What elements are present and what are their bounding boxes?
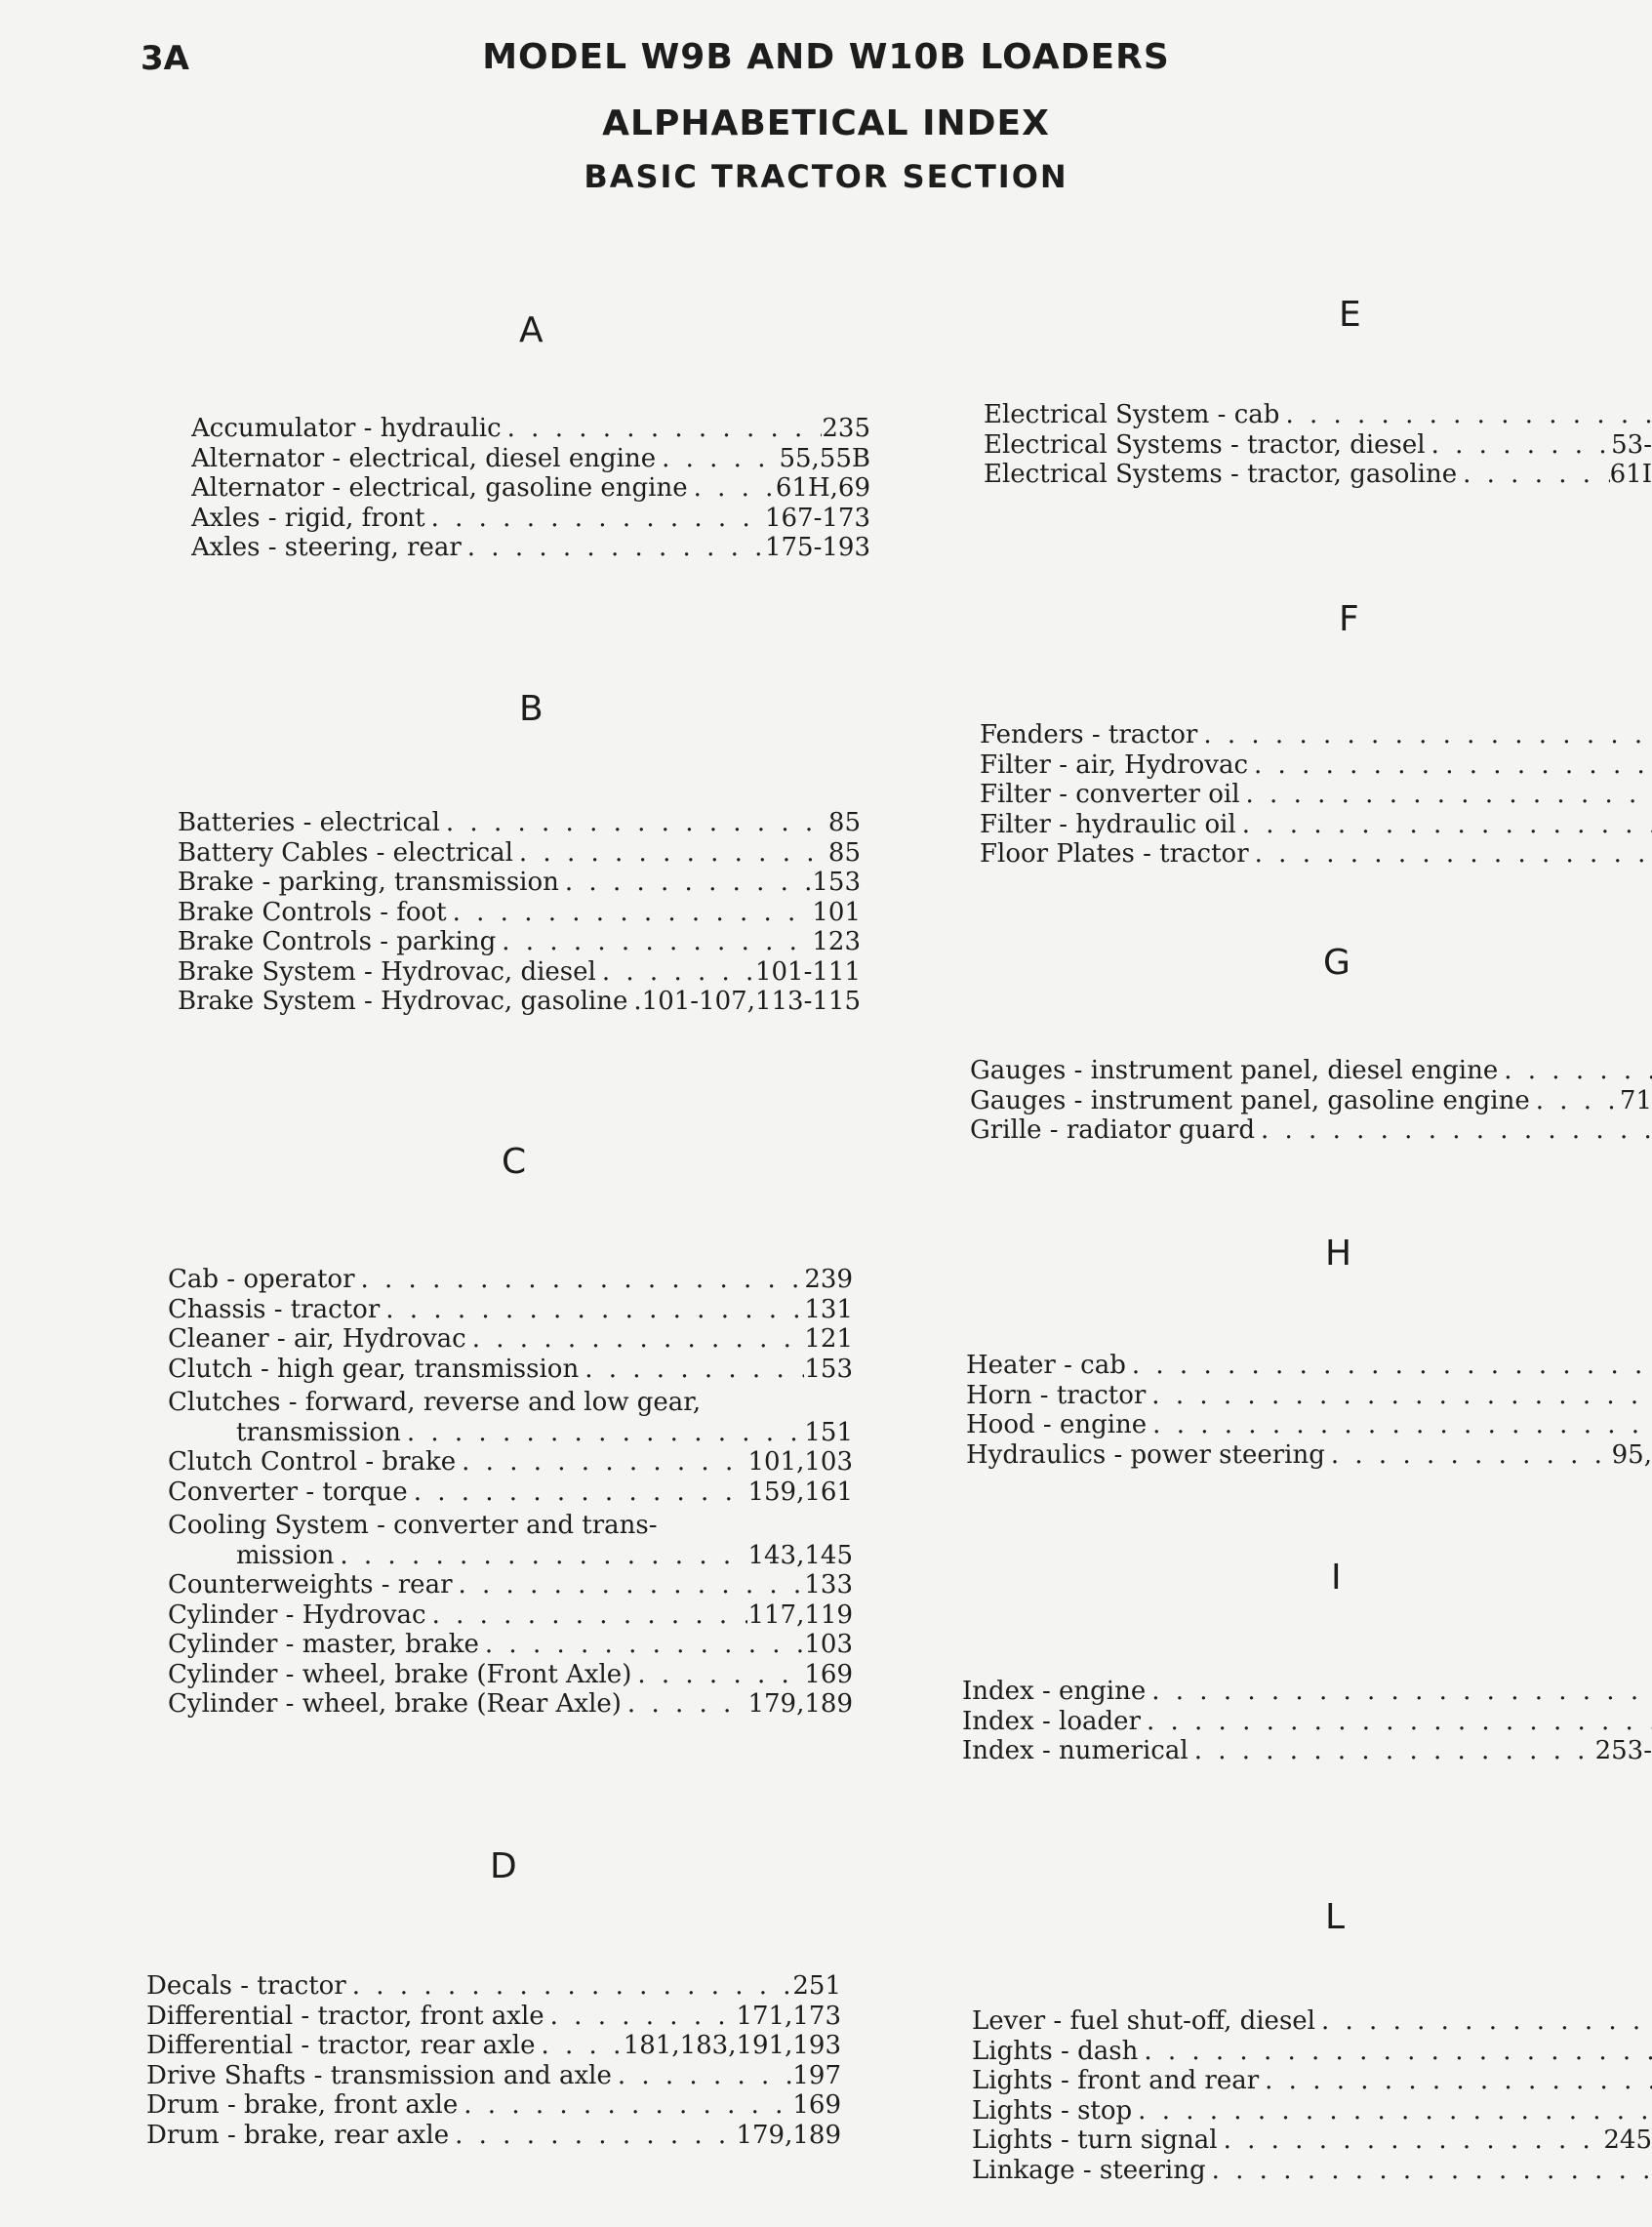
dot-leader — [1141, 1707, 1652, 1737]
dot-leader — [355, 1265, 805, 1295]
entry-name: Cylinder - wheel, brake (Rear Axle) — [168, 1689, 622, 1719]
dot-leader — [1530, 1086, 1620, 1116]
dot-leader — [1197, 720, 1652, 750]
index-entry — [168, 1600, 853, 1631]
entry-name: Brake System - Hydrovac, gasoline — [178, 987, 628, 1016]
entry-name: Grille - radiator guard — [970, 1115, 1255, 1145]
entry-page: 55,55B — [779, 443, 870, 473]
entry-name: Cylinder - Hydrovac — [168, 1599, 426, 1630]
index-entry — [980, 720, 1652, 750]
index-entry — [966, 1440, 1652, 1471]
dot-leader — [1240, 780, 1652, 810]
entry-name: Cylinder - wheel, brake (Front Axle) — [168, 1659, 632, 1689]
entry-name-continuation: transmission — [236, 1417, 401, 1447]
entry-name: Accumulator - hydraulic — [191, 414, 502, 443]
dot-leader — [1146, 1381, 1652, 1411]
index-entry — [980, 839, 1652, 870]
entry-name: Cooling System - converter and trans- — [168, 1511, 658, 1540]
entry-name: Filter - air, Hydrovac — [980, 749, 1249, 780]
entry-name: Hydraulics - power steering — [966, 1439, 1325, 1470]
entry-page: 61H,69 — [775, 473, 870, 503]
entry-name: Drive Shafts - transmission and axle — [146, 2060, 612, 2090]
entry-page: 245 — [1603, 2126, 1652, 2155]
section-h-entries — [966, 1351, 1652, 1470]
dot-leader — [627, 987, 641, 1017]
section-letter-f: F — [1339, 599, 1359, 639]
dot-leader — [1189, 1736, 1595, 1766]
index-entry — [168, 1388, 853, 1418]
dot-leader — [458, 2090, 792, 2121]
entry-page: 143,145 — [747, 1540, 853, 1570]
dot-leader — [688, 473, 776, 504]
index-entry — [970, 1056, 1652, 1086]
entry-name: Cleaner - air, Hydrovac — [168, 1324, 466, 1354]
index-entry — [178, 808, 861, 838]
entry-name: Lights - front and rear — [972, 2066, 1260, 2095]
section-f-entries — [980, 720, 1652, 870]
dot-leader — [612, 2061, 793, 2091]
dot-leader — [1315, 2006, 1652, 2037]
entry-name: Index - loader — [962, 1706, 1141, 1736]
entry-name: Electrical System - cab — [984, 400, 1280, 429]
index-entry — [168, 1660, 853, 1690]
dot-leader — [656, 444, 779, 474]
section-a-entries — [191, 414, 870, 563]
index-entry-continuation — [168, 1418, 853, 1448]
dot-leader — [1325, 1440, 1612, 1471]
section-title: BASIC TRACTOR SECTION — [584, 158, 1068, 195]
entry-page: 103 — [804, 1630, 853, 1659]
entry-page: 169 — [792, 2090, 841, 2120]
dot-leader — [631, 1660, 804, 1690]
entry-page: 101-107,113-115 — [641, 987, 861, 1016]
section-letter-h: H — [1325, 1234, 1352, 1274]
index-entry-continuation — [168, 1541, 853, 1571]
index-entry — [146, 2031, 841, 2061]
section-letter-l: L — [1325, 1897, 1346, 1937]
index-entry — [178, 957, 861, 988]
dot-leader — [1206, 2156, 1652, 2186]
entry-name: Battery Cables - electrical — [178, 837, 513, 868]
entry-name: Lights - dash — [972, 2036, 1139, 2066]
dot-leader — [1457, 460, 1610, 490]
section-b-entries — [178, 808, 861, 1017]
dot-leader — [440, 808, 828, 838]
section-letter-g: G — [1323, 943, 1350, 983]
dot-leader — [449, 2121, 736, 2151]
entry-page: 175-193 — [764, 533, 870, 562]
entry-name: Chassis - tractor — [168, 1294, 381, 1324]
entry-name: Horn - tractor — [966, 1380, 1147, 1410]
entry-page: 101,103 — [747, 1447, 853, 1477]
entry-name: Hood - engine — [966, 1410, 1148, 1439]
index-entry — [168, 1355, 853, 1385]
dot-leader — [1132, 2096, 1652, 2126]
dot-leader — [1498, 1056, 1652, 1086]
entry-name: Differential - tractor, rear axle — [146, 2031, 536, 2060]
index-entry — [984, 430, 1652, 461]
entry-page: 197 — [792, 2060, 841, 2090]
entry-name: Gauges - instrument panel, diesel engine — [970, 1056, 1499, 1085]
entry-name: Lever - fuel shut-off, diesel — [972, 2006, 1315, 2036]
entry-page: 169 — [804, 1659, 853, 1689]
index-entry — [984, 400, 1652, 430]
dot-leader — [496, 927, 812, 957]
entry-page: 159,161 — [747, 1477, 853, 1507]
index-entry — [168, 1324, 853, 1355]
index-entry — [168, 1570, 853, 1600]
index-entry — [168, 1630, 853, 1660]
entry-name: Converter - torque — [168, 1477, 408, 1507]
index-entry — [191, 504, 870, 534]
entry-name: Counterweights - rear — [168, 1570, 453, 1599]
index-entry — [972, 2126, 1652, 2156]
entry-page: 235 — [822, 414, 870, 443]
entry-name: Lights - stop — [972, 2095, 1133, 2126]
dot-leader — [479, 1630, 804, 1660]
dot-leader — [1218, 2126, 1604, 2156]
entry-name: Alternator - electrical, gasoline engine — [191, 473, 688, 503]
entry-name: Drum - brake, front axle — [146, 2090, 459, 2120]
entry-name: Cylinder - master, brake — [168, 1630, 479, 1659]
index-entry — [980, 750, 1652, 781]
entry-name: Cab - operator — [168, 1265, 355, 1294]
entry-page: 153 — [812, 868, 861, 897]
dot-leader — [1146, 1677, 1652, 1707]
entry-page: 53- — [1611, 429, 1652, 460]
entry-name: Index - numerical — [962, 1736, 1189, 1765]
dot-leader — [544, 2002, 737, 2032]
index-entry — [168, 1511, 853, 1541]
dot-leader — [1147, 1410, 1652, 1440]
dot-leader — [1248, 750, 1652, 781]
entry-name: Decals - tractor — [146, 1971, 346, 2001]
entry-page: 153 — [804, 1354, 853, 1384]
dot-leader — [334, 1541, 747, 1571]
index-entry — [168, 1689, 853, 1720]
index-entry — [980, 810, 1652, 840]
entry-name: Clutch Control - brake — [168, 1447, 457, 1477]
entry-page: 181,183,191,193 — [623, 2031, 841, 2060]
index-entry — [178, 927, 861, 957]
index-entry — [984, 460, 1652, 490]
entry-page: 101 — [812, 897, 861, 927]
dot-leader — [559, 868, 812, 898]
index-entry — [178, 987, 861, 1017]
index-entry — [972, 2156, 1652, 2186]
entry-page: 121 — [804, 1324, 853, 1354]
index-entry — [970, 1115, 1652, 1146]
dot-leader — [502, 414, 823, 444]
entry-page: 101-111 — [754, 956, 861, 987]
index-entry — [966, 1410, 1652, 1440]
dot-leader — [1249, 839, 1652, 870]
section-letter-b: B — [519, 689, 544, 729]
entry-page: 71 — [1619, 1085, 1652, 1115]
entry-name: Clutch - high gear, transmission — [168, 1354, 580, 1384]
entry-name: Fenders - tractor — [980, 720, 1198, 749]
entry-name: Lights - turn signal — [972, 2126, 1218, 2155]
entry-name: Batteries - electrical — [178, 808, 440, 837]
dot-leader — [346, 1971, 793, 2002]
index-entry — [962, 1707, 1652, 1737]
index-entry — [962, 1677, 1652, 1707]
entry-name: Axles - steering, rear — [191, 533, 462, 562]
entry-page: 117,119 — [747, 1599, 853, 1630]
dot-leader — [1259, 2066, 1652, 2096]
section-letter-i: I — [1331, 1558, 1342, 1598]
section-e-entries — [984, 400, 1652, 490]
dot-leader — [456, 1447, 747, 1478]
section-c-entries — [168, 1265, 853, 1720]
index-entry — [146, 2002, 841, 2032]
entry-page: 171,173 — [736, 2001, 841, 2031]
dot-leader — [462, 533, 765, 563]
dot-leader — [1426, 430, 1612, 461]
dot-leader — [401, 1418, 805, 1448]
index-entry — [168, 1447, 853, 1478]
index-title: ALPHABETICAL INDEX — [602, 103, 1050, 143]
index-entry — [962, 1736, 1652, 1766]
dot-leader — [1126, 1351, 1652, 1381]
dot-leader — [426, 1600, 748, 1631]
dot-leader — [466, 1324, 805, 1355]
dot-leader — [536, 2031, 624, 2061]
entry-name: Axles - rigid, front — [191, 503, 425, 533]
section-g-entries — [970, 1056, 1652, 1146]
dot-leader — [579, 1355, 804, 1385]
dot-leader — [513, 838, 828, 869]
index-entry — [191, 473, 870, 504]
entry-page: 253- — [1594, 1736, 1652, 1765]
index-entry — [980, 780, 1652, 810]
index-entry — [178, 838, 861, 869]
entry-name: Linkage - steering — [972, 2155, 1206, 2185]
index-entry — [972, 2037, 1652, 2067]
index-entry — [178, 868, 861, 898]
entry-name: Brake Controls - parking — [178, 927, 497, 956]
entry-name: Alternator - electrical, diesel engine — [191, 443, 657, 473]
index-entry — [146, 2090, 841, 2121]
section-letter-d: D — [490, 1846, 517, 1886]
index-entry — [168, 1478, 853, 1508]
entry-name: Index - engine — [962, 1677, 1147, 1706]
entry-name: Clutches - forward, reverse and low gear, — [168, 1388, 702, 1417]
entry-page: 179,189 — [736, 2120, 841, 2150]
index-entry — [191, 533, 870, 563]
entry-name: Gauges - instrument panel, gasoline engine — [970, 1085, 1530, 1115]
entry-name: Floor Plates - tractor — [980, 839, 1249, 869]
index-entry — [146, 2121, 841, 2151]
entry-page: 133 — [804, 1570, 853, 1599]
index-entry — [972, 2006, 1652, 2037]
section-letter-a: A — [519, 310, 544, 350]
section-letter-e: E — [1339, 295, 1361, 335]
entry-name: Differential - tractor, front axle — [146, 2001, 544, 2031]
entry-name: Brake System - Hydrovac, diesel — [178, 956, 596, 987]
index-entry — [966, 1351, 1652, 1381]
entry-page: 131 — [804, 1294, 853, 1324]
dot-leader — [1279, 400, 1652, 430]
page-title: MODEL W9B AND W10B LOADERS — [482, 37, 1170, 77]
section-l-entries — [972, 2006, 1652, 2185]
index-entry — [966, 1381, 1652, 1411]
entry-name: Heater - cab — [966, 1351, 1126, 1380]
entry-page: 151 — [804, 1417, 853, 1447]
index-entry — [972, 2096, 1652, 2126]
dot-leader — [1138, 2037, 1652, 2067]
index-entry — [178, 898, 861, 928]
entry-page: 85 — [827, 808, 861, 837]
dot-leader — [596, 957, 755, 988]
dot-leader — [447, 898, 813, 928]
dot-leader — [453, 1570, 805, 1600]
index-entry — [191, 444, 870, 474]
entry-name: Electrical Systems - tractor, diesel — [984, 429, 1426, 460]
entry-page: 251 — [792, 1971, 841, 2001]
entry-name: Brake Controls - foot — [178, 897, 447, 927]
entry-name: Filter - converter oil — [980, 780, 1240, 809]
entry-page: 239 — [804, 1265, 853, 1294]
dot-leader — [622, 1689, 748, 1720]
entry-page: 123 — [812, 927, 861, 956]
index-entry — [168, 1295, 853, 1325]
index-entry — [191, 414, 870, 444]
entry-name-continuation: mission — [236, 1540, 335, 1570]
entry-name: Electrical Systems - tractor, gasoline — [984, 460, 1458, 489]
dot-leader — [408, 1478, 748, 1508]
index-entry — [970, 1086, 1652, 1116]
section-letter-c: C — [502, 1142, 527, 1182]
entry-name: Drum - brake, rear axle — [146, 2120, 450, 2150]
entry-page: 85 — [827, 837, 861, 868]
index-entry — [168, 1265, 853, 1295]
section-i-entries — [962, 1677, 1652, 1766]
entry-page: 95, — [1611, 1439, 1652, 1470]
index-entry — [972, 2066, 1652, 2096]
dot-leader — [380, 1295, 804, 1325]
entry-page: 167-173 — [764, 503, 870, 533]
entry-name: Brake - parking, transmission — [178, 868, 559, 897]
dot-leader — [1255, 1115, 1652, 1146]
section-d-entries — [146, 1971, 841, 2150]
dot-leader — [1236, 810, 1652, 840]
entry-page: 61I — [1609, 460, 1652, 489]
page-number: 3A — [141, 39, 189, 78]
entry-name: Filter - hydraulic oil — [980, 809, 1236, 839]
index-entry — [146, 1971, 841, 2002]
dot-leader — [425, 504, 765, 534]
index-entry — [146, 2061, 841, 2091]
entry-page: 179,189 — [747, 1689, 853, 1719]
